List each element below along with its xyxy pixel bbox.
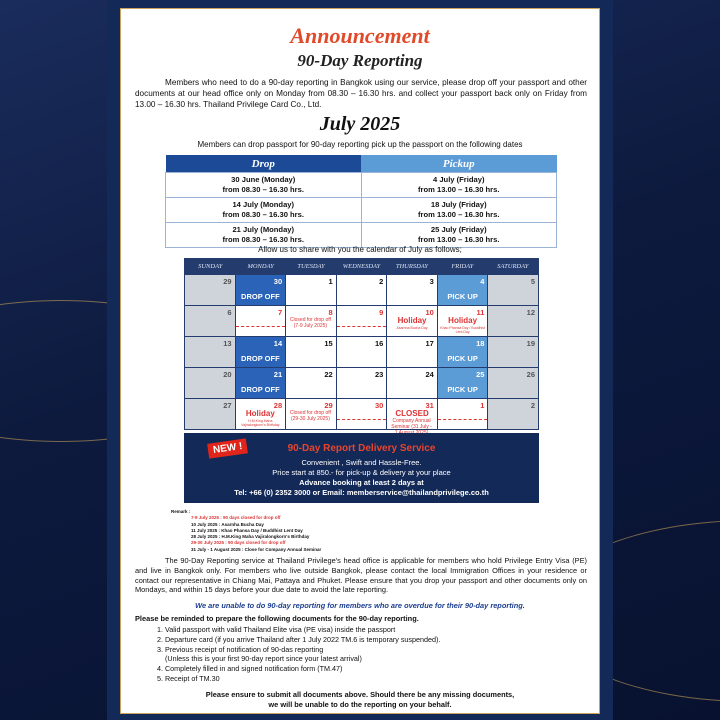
footer-line-2: we will be unable to do the reporting on your behalf. [268, 700, 452, 709]
calendar-day [488, 306, 538, 336]
calendar-day [337, 306, 387, 336]
drop-cell [166, 173, 362, 198]
document-item: 2. Departure card (if you arrive Thailand after 1 July 2022 TM.6 is temporary suspended). [157, 634, 441, 644]
calendar-day [286, 275, 336, 305]
drop-time: from 08.30 – 16.30 hrs. [222, 210, 304, 219]
pick-date: 25 July (Friday) [430, 225, 487, 234]
calendar-day [488, 275, 538, 305]
reminder-title: Please be reminded to prepare the following documents for the 90-day reporting. [135, 614, 419, 623]
day-number: 3 [429, 277, 434, 286]
calendar-day [337, 399, 387, 429]
drop-time: from 08.30 – 16.30 hrs. [222, 235, 304, 244]
calendar-day [236, 368, 286, 398]
document-item: 3. Previous receipt of notification of 90-das reporting [157, 644, 324, 654]
calendar-day [337, 337, 387, 367]
weekday-wednesday: WEDNESDAY [342, 263, 381, 270]
document-item: 5. Receipt of TM.30 [157, 673, 220, 683]
announcement-paper [120, 8, 600, 714]
calendar-day [387, 399, 437, 429]
pick-date: 18 July (Friday) [430, 200, 487, 209]
calendar-intro: Allow us to share with you the calendar of July as follows; [258, 245, 462, 254]
calendar-day [236, 399, 286, 429]
calendar-day [337, 275, 387, 305]
body-text: The 90-Day Reporting service at Thailand Privilege's head office is applicable for members who hold Privilege Entry Visa (PE) and live in Bangkok only. For members who live outside Bangkok, please contact the local Immigration Offices in your residence or contact our representative in Chiang Mai, Pattaya and Phuket. Please ensure that you drop your passport and other documents only on Mondays, and within 15 days before your due date to avoid the late reporting. [135, 556, 587, 595]
remark-item: 7-9 July 2025 : 90 days closed for drop off [191, 515, 281, 521]
pick-time: from 13.00 – 16.30 hrs. [418, 210, 500, 219]
new-badge: NEW ! [207, 438, 248, 458]
day-number: 17 [425, 339, 434, 348]
weekday-friday: FRIDAY [451, 263, 474, 270]
day-number: 24 [425, 370, 434, 379]
day-number: 8 [328, 308, 333, 317]
drop-date: 21 July (Monday) [232, 225, 295, 234]
day-label: DROP OFF [241, 385, 280, 394]
weekday-tuesday: TUESDAY [297, 263, 325, 270]
closed-period-line [438, 419, 488, 420]
day-number: 28 [273, 401, 283, 410]
day-label: DROP OFF [241, 292, 280, 301]
holiday-name: H.M.King Maha Vajiralongkorn's Birthday [241, 419, 280, 427]
pick-date: 4 July (Friday) [433, 175, 485, 184]
holiday-label: Holiday [448, 316, 478, 325]
delivery-banner [184, 433, 539, 503]
drop-pick-row [166, 198, 557, 223]
remark-item: 29-30 July 2025 : 90 days closed for drop off [191, 540, 286, 546]
month-title: July 2025 [319, 113, 401, 135]
day-number: 29 [223, 277, 232, 286]
intro-text: Members who need to do a 90-day reporting in Bangkok using our service, please drop off your passport and other documents at our head office only on Monday from 08.30 – 16.30 hrs. and collect your passport back only on Friday from 13.00 – 16.30 hrs. Thailand Privilege Card Co., Ltd. [135, 78, 587, 109]
day-number: 20 [223, 370, 232, 379]
calendar-day [387, 368, 437, 398]
calendar-day [488, 368, 538, 398]
closed-note: Closed for drop off (7-9 July 2025) [289, 317, 331, 329]
calendar-day [185, 399, 235, 429]
day-number: 10 [425, 308, 434, 317]
closed-period-line [236, 326, 286, 327]
pick-cell [361, 198, 557, 223]
day-number: 11 [476, 308, 485, 317]
delivery-line-4: Tel: +66 (0) 2352 3000 or Email: memberservice@thailandprivilege.co.th [234, 488, 489, 497]
holiday-label: Holiday [397, 316, 427, 325]
document-item: 1. Valid passport with valid Thailand Elite visa (PE visa) inside the passport [157, 625, 396, 634]
drop-cell [166, 223, 362, 248]
day-label: PICK UP [447, 292, 478, 301]
calendar-day [438, 306, 488, 336]
calendar-day [236, 306, 286, 336]
drop-date: 30 June (Monday) [231, 175, 296, 184]
remark-item: 28 July 2025 : H.M.King Maha Vajiralongkorn's Birthday [191, 534, 310, 540]
day-number: 29 [324, 401, 333, 410]
day-number: 31 [425, 401, 434, 410]
calendar-day [185, 337, 235, 367]
holiday-name: Asarnha Bucha Day [396, 326, 428, 330]
calendar-day [438, 275, 488, 305]
holiday-label: Holiday [245, 409, 275, 418]
weekday-thursday: THURSDAY [395, 263, 428, 270]
drop-header: Drop [166, 155, 362, 173]
calendar-day [337, 368, 387, 398]
day-number: 6 [227, 308, 232, 317]
calendar-day [387, 337, 437, 367]
calendar [184, 258, 539, 430]
weekday-sunday: SUNDAY [198, 263, 223, 270]
calendar-day [438, 399, 488, 429]
drop-pick-intro: Members can drop passport for 90-day reporting pick up the passport on the following dates [197, 140, 523, 149]
day-number: 4 [480, 277, 485, 286]
delivery-line-2: Price start at 850.- for pick-up & delivery at your place [272, 468, 451, 477]
delivery-title: 90-Day Report Delivery Service [287, 443, 436, 454]
day-label: PICK UP [447, 354, 478, 363]
pick-time: from 13.00 – 16.30 hrs. [418, 235, 500, 244]
pick-time: from 13.00 – 16.30 hrs. [418, 185, 500, 194]
remarks [171, 509, 321, 553]
day-number: 7 [277, 308, 283, 317]
day-number: 22 [324, 370, 333, 379]
document-item: 4. Completely filled in and signed notification form (TM.47) [157, 664, 343, 674]
day-number: 1 [480, 401, 485, 410]
delivery-line-3: Advance booking at least 2 days at [299, 478, 424, 487]
day-number: 2 [530, 401, 535, 410]
day-number: 18 [476, 339, 485, 348]
pick-header: Pickup [361, 155, 557, 173]
calendar-day [185, 275, 235, 305]
calendar-day [185, 368, 235, 398]
closed-period-line [337, 419, 387, 420]
holiday-label: CLOSED [395, 409, 429, 418]
delivery-line-1: Convenient , Swift and Hassle-Free. [301, 458, 422, 467]
day-number: 9 [379, 308, 384, 317]
holiday-name: Khao Phansa Day / Buddhist Lent Day [440, 326, 486, 334]
subtitle: 90-Day Reporting [297, 51, 423, 70]
calendar-day [387, 275, 437, 305]
closed-period-line [337, 326, 387, 327]
calendar-day [236, 275, 286, 305]
day-number: 1 [328, 277, 333, 286]
remark-item: 11 July 2025 : Khao Phansa Day / Buddhist Lent Day [191, 527, 303, 533]
calendar-day [488, 337, 538, 367]
calendar-day [185, 306, 235, 336]
calendar-day [286, 337, 336, 367]
day-label: PICK UP [447, 385, 478, 394]
remark-label: Remark : [171, 509, 191, 514]
document-item: (Unless this is your first 90-day report since your latest arrival) [157, 654, 362, 664]
day-number: 13 [223, 339, 232, 348]
drop-date: 14 July (Monday) [232, 200, 295, 209]
title: Announcement [290, 23, 430, 48]
day-label: DROP OFF [241, 354, 280, 363]
day-number: 19 [526, 339, 535, 348]
day-number: 25 [476, 370, 485, 379]
remark-item: 10 July 2025 : Asarnha Bucha Day [191, 521, 264, 527]
seminar-note: Company Annual Seminar (31 July - [391, 418, 432, 430]
day-number: 27 [223, 401, 232, 410]
weekday-saturday: SATURDAY [497, 263, 529, 270]
overdue-warning: We are unable to do 90-day reporting for members who are overdue for their 90-day reporting. [195, 601, 525, 610]
calendar-day [488, 399, 538, 429]
calendar-day [438, 368, 488, 398]
remark-list [171, 515, 321, 553]
weekday-monday: MONDAY [247, 263, 274, 270]
closed-note: Closed for drop off (29-30 July 2025) [289, 410, 331, 422]
pick-cell [361, 173, 557, 198]
document-list [157, 625, 440, 684]
calendar-day [286, 306, 336, 336]
drop-pick-row [166, 223, 557, 248]
day-number: 5 [530, 277, 535, 286]
drop-cell [166, 198, 362, 223]
day-number: 26 [526, 370, 535, 379]
calendar-day [286, 368, 336, 398]
day-number: 21 [273, 370, 283, 379]
day-number: 15 [324, 339, 333, 348]
day-number: 23 [374, 370, 384, 379]
footer-note [121, 690, 599, 710]
day-number: 30 [273, 277, 283, 286]
calendar-day [387, 306, 437, 336]
calendar-day [236, 337, 286, 367]
day-number: 14 [273, 339, 283, 348]
drop-pick-row [166, 173, 557, 198]
drop-pick-table [165, 155, 557, 248]
day-number: 2 [379, 277, 384, 286]
day-number: 16 [374, 339, 384, 348]
drop-time: from 08.30 – 16.30 hrs. [222, 185, 304, 194]
day-number: 12 [526, 308, 535, 317]
calendar-day [438, 337, 488, 367]
footer-line-1: Please ensure to submit all documents above. Should there be any missing documents, [205, 690, 515, 699]
remark-item: 31 July - 1 August 2025 : Close for Company Annual Seminar [191, 546, 322, 552]
pick-cell [361, 223, 557, 248]
day-number: 30 [374, 401, 384, 410]
calendar-day [286, 399, 336, 429]
